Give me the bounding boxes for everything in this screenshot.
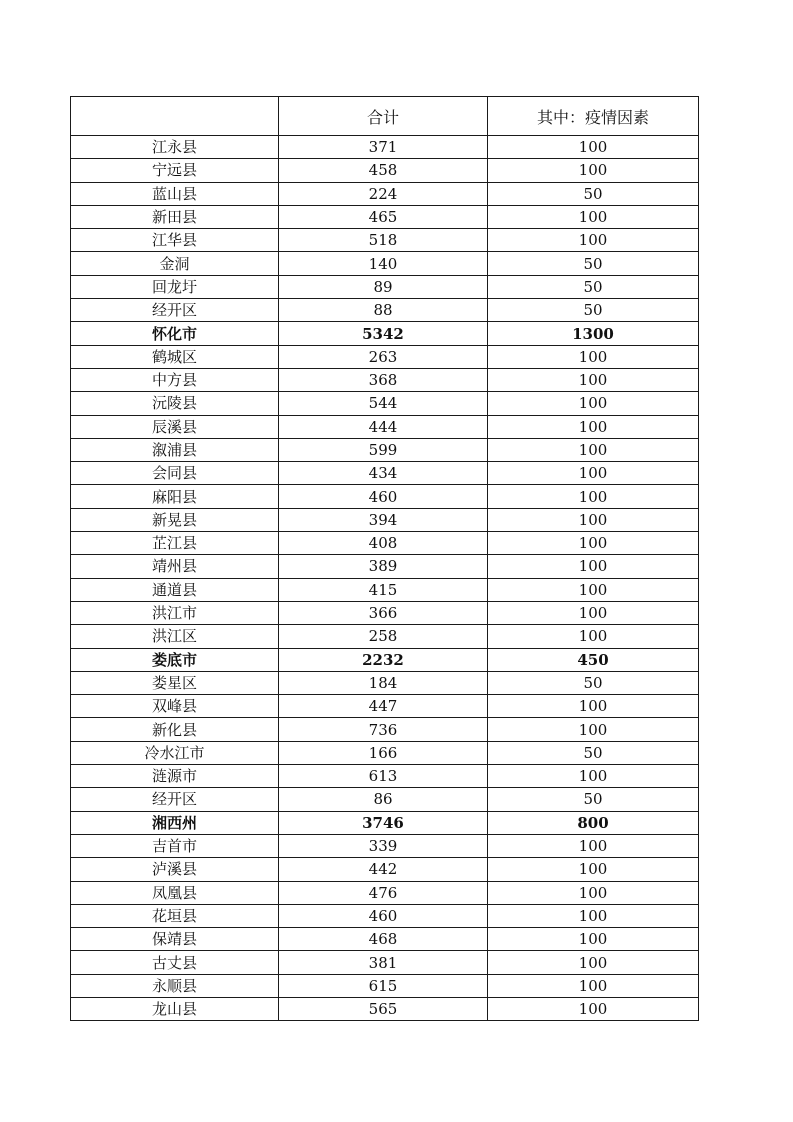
epidemic-cell: 100 bbox=[488, 392, 699, 415]
table-row bbox=[71, 159, 699, 182]
region-cell: 湘西州 bbox=[71, 811, 279, 834]
region-cell: 会同县 bbox=[71, 462, 279, 485]
header-epidemic: 其中：疫情因素 bbox=[488, 97, 699, 136]
epidemic-cell: 800 bbox=[488, 811, 699, 834]
region-cell: 芷江县 bbox=[71, 532, 279, 555]
total-cell: 368 bbox=[279, 368, 488, 391]
epidemic-cell: 100 bbox=[488, 904, 699, 927]
total-cell: 394 bbox=[279, 508, 488, 531]
epidemic-cell: 100 bbox=[488, 601, 699, 624]
table-row bbox=[71, 205, 699, 228]
epidemic-cell: 50 bbox=[488, 671, 699, 694]
total-cell: 408 bbox=[279, 532, 488, 555]
header-region bbox=[71, 97, 279, 136]
table-row bbox=[71, 625, 699, 648]
region-cell: 怀化市 bbox=[71, 322, 279, 345]
epidemic-cell: 100 bbox=[488, 438, 699, 461]
epidemic-cell: 100 bbox=[488, 881, 699, 904]
region-cell: 靖州县 bbox=[71, 555, 279, 578]
region-cell: 娄底市 bbox=[71, 648, 279, 671]
total-cell: 88 bbox=[279, 299, 488, 322]
total-cell: 565 bbox=[279, 997, 488, 1020]
table-row bbox=[71, 601, 699, 624]
table-row bbox=[71, 368, 699, 391]
region-cell: 江永县 bbox=[71, 136, 279, 159]
region-cell: 金洞 bbox=[71, 252, 279, 275]
region-cell: 麻阳县 bbox=[71, 485, 279, 508]
header-row bbox=[71, 97, 699, 136]
total-cell: 263 bbox=[279, 345, 488, 368]
region-cell: 双峰县 bbox=[71, 695, 279, 718]
table-row bbox=[71, 928, 699, 951]
region-cell: 江华县 bbox=[71, 229, 279, 252]
epidemic-cell: 100 bbox=[488, 136, 699, 159]
total-cell: 2232 bbox=[279, 648, 488, 671]
epidemic-cell: 100 bbox=[488, 625, 699, 648]
table-row bbox=[71, 299, 699, 322]
table-row bbox=[71, 695, 699, 718]
epidemic-cell: 100 bbox=[488, 462, 699, 485]
region-cell: 保靖县 bbox=[71, 928, 279, 951]
table-row bbox=[71, 392, 699, 415]
region-cell: 花垣县 bbox=[71, 904, 279, 927]
table-row bbox=[71, 229, 699, 252]
total-cell: 458 bbox=[279, 159, 488, 182]
region-cell: 洪江区 bbox=[71, 625, 279, 648]
region-cell: 新田县 bbox=[71, 205, 279, 228]
epidemic-cell: 100 bbox=[488, 205, 699, 228]
table-row bbox=[71, 834, 699, 857]
table-row bbox=[71, 555, 699, 578]
total-cell: 613 bbox=[279, 765, 488, 788]
region-cell: 通道县 bbox=[71, 578, 279, 601]
epidemic-cell: 100 bbox=[488, 997, 699, 1020]
total-cell: 184 bbox=[279, 671, 488, 694]
region-cell: 龙山县 bbox=[71, 997, 279, 1020]
total-cell: 3746 bbox=[279, 811, 488, 834]
region-cell: 凤凰县 bbox=[71, 881, 279, 904]
epidemic-cell: 100 bbox=[488, 555, 699, 578]
epidemic-cell: 100 bbox=[488, 415, 699, 438]
header-total: 合计 bbox=[279, 97, 488, 136]
total-cell: 434 bbox=[279, 462, 488, 485]
region-cell: 蓝山县 bbox=[71, 182, 279, 205]
total-cell: 86 bbox=[279, 788, 488, 811]
table-row bbox=[71, 462, 699, 485]
table-row bbox=[71, 671, 699, 694]
table-row bbox=[71, 578, 699, 601]
region-cell: 冷水江市 bbox=[71, 741, 279, 764]
table-row bbox=[71, 438, 699, 461]
region-cell: 新化县 bbox=[71, 718, 279, 741]
total-cell: 736 bbox=[279, 718, 488, 741]
total-cell: 442 bbox=[279, 858, 488, 881]
table-row bbox=[71, 997, 699, 1020]
epidemic-cell: 100 bbox=[488, 485, 699, 508]
table-row bbox=[71, 741, 699, 764]
total-cell: 518 bbox=[279, 229, 488, 252]
epidemic-cell: 100 bbox=[488, 858, 699, 881]
region-cell: 经开区 bbox=[71, 788, 279, 811]
subtotal-row bbox=[71, 648, 699, 671]
total-cell: 465 bbox=[279, 205, 488, 228]
table-row bbox=[71, 951, 699, 974]
subtotal-row bbox=[71, 811, 699, 834]
total-cell: 166 bbox=[279, 741, 488, 764]
epidemic-cell: 100 bbox=[488, 578, 699, 601]
total-cell: 389 bbox=[279, 555, 488, 578]
total-cell: 415 bbox=[279, 578, 488, 601]
total-cell: 599 bbox=[279, 438, 488, 461]
region-cell: 宁远县 bbox=[71, 159, 279, 182]
total-cell: 444 bbox=[279, 415, 488, 438]
table-row bbox=[71, 508, 699, 531]
table-row bbox=[71, 904, 699, 927]
table-row bbox=[71, 765, 699, 788]
epidemic-cell: 50 bbox=[488, 788, 699, 811]
table-row bbox=[71, 136, 699, 159]
total-cell: 371 bbox=[279, 136, 488, 159]
region-cell: 吉首市 bbox=[71, 834, 279, 857]
region-cell: 溆浦县 bbox=[71, 438, 279, 461]
epidemic-cell: 100 bbox=[488, 229, 699, 252]
total-cell: 366 bbox=[279, 601, 488, 624]
total-cell: 468 bbox=[279, 928, 488, 951]
region-cell: 泸溪县 bbox=[71, 858, 279, 881]
epidemic-cell: 100 bbox=[488, 718, 699, 741]
epidemic-cell: 100 bbox=[488, 508, 699, 531]
table-row bbox=[71, 485, 699, 508]
region-cell: 洪江市 bbox=[71, 601, 279, 624]
table-row bbox=[71, 275, 699, 298]
region-cell: 涟源市 bbox=[71, 765, 279, 788]
subtotal-row bbox=[71, 322, 699, 345]
region-cell: 经开区 bbox=[71, 299, 279, 322]
total-cell: 460 bbox=[279, 904, 488, 927]
epidemic-cell: 50 bbox=[488, 275, 699, 298]
total-cell: 476 bbox=[279, 881, 488, 904]
region-cell: 新晃县 bbox=[71, 508, 279, 531]
epidemic-cell: 100 bbox=[488, 695, 699, 718]
total-cell: 615 bbox=[279, 974, 488, 997]
total-cell: 5342 bbox=[279, 322, 488, 345]
table-header bbox=[71, 97, 699, 136]
table-body bbox=[71, 136, 699, 1021]
epidemic-cell: 100 bbox=[488, 368, 699, 391]
epidemic-cell: 50 bbox=[488, 252, 699, 275]
epidemic-cell: 100 bbox=[488, 834, 699, 857]
table-row bbox=[71, 858, 699, 881]
epidemic-cell: 100 bbox=[488, 974, 699, 997]
epidemic-cell: 100 bbox=[488, 345, 699, 368]
total-cell: 381 bbox=[279, 951, 488, 974]
table-row bbox=[71, 974, 699, 997]
table-row bbox=[71, 788, 699, 811]
epidemic-cell: 50 bbox=[488, 299, 699, 322]
table-row bbox=[71, 252, 699, 275]
region-cell: 鹤城区 bbox=[71, 345, 279, 368]
epidemic-cell: 100 bbox=[488, 951, 699, 974]
total-cell: 460 bbox=[279, 485, 488, 508]
epidemic-cell: 100 bbox=[488, 532, 699, 555]
region-cell: 沅陵县 bbox=[71, 392, 279, 415]
region-cell: 永顺县 bbox=[71, 974, 279, 997]
epidemic-cell: 50 bbox=[488, 741, 699, 764]
epidemic-cell: 100 bbox=[488, 159, 699, 182]
region-cell: 辰溪县 bbox=[71, 415, 279, 438]
total-cell: 258 bbox=[279, 625, 488, 648]
epidemic-cell: 50 bbox=[488, 182, 699, 205]
epidemic-cell: 450 bbox=[488, 648, 699, 671]
epidemic-cell: 100 bbox=[488, 928, 699, 951]
table-row bbox=[71, 881, 699, 904]
region-cell: 古丈县 bbox=[71, 951, 279, 974]
total-cell: 544 bbox=[279, 392, 488, 415]
total-cell: 339 bbox=[279, 834, 488, 857]
region-cell: 回龙圩 bbox=[71, 275, 279, 298]
epidemic-cell: 1300 bbox=[488, 322, 699, 345]
table-row bbox=[71, 718, 699, 741]
table-row bbox=[71, 415, 699, 438]
epidemic-cell: 100 bbox=[488, 765, 699, 788]
table-row bbox=[71, 182, 699, 205]
table-row bbox=[71, 532, 699, 555]
allocation-table bbox=[70, 96, 699, 1021]
region-cell: 娄星区 bbox=[71, 671, 279, 694]
region-cell: 中方县 bbox=[71, 368, 279, 391]
total-cell: 447 bbox=[279, 695, 488, 718]
table-row bbox=[71, 345, 699, 368]
total-cell: 140 bbox=[279, 252, 488, 275]
total-cell: 89 bbox=[279, 275, 488, 298]
total-cell: 224 bbox=[279, 182, 488, 205]
